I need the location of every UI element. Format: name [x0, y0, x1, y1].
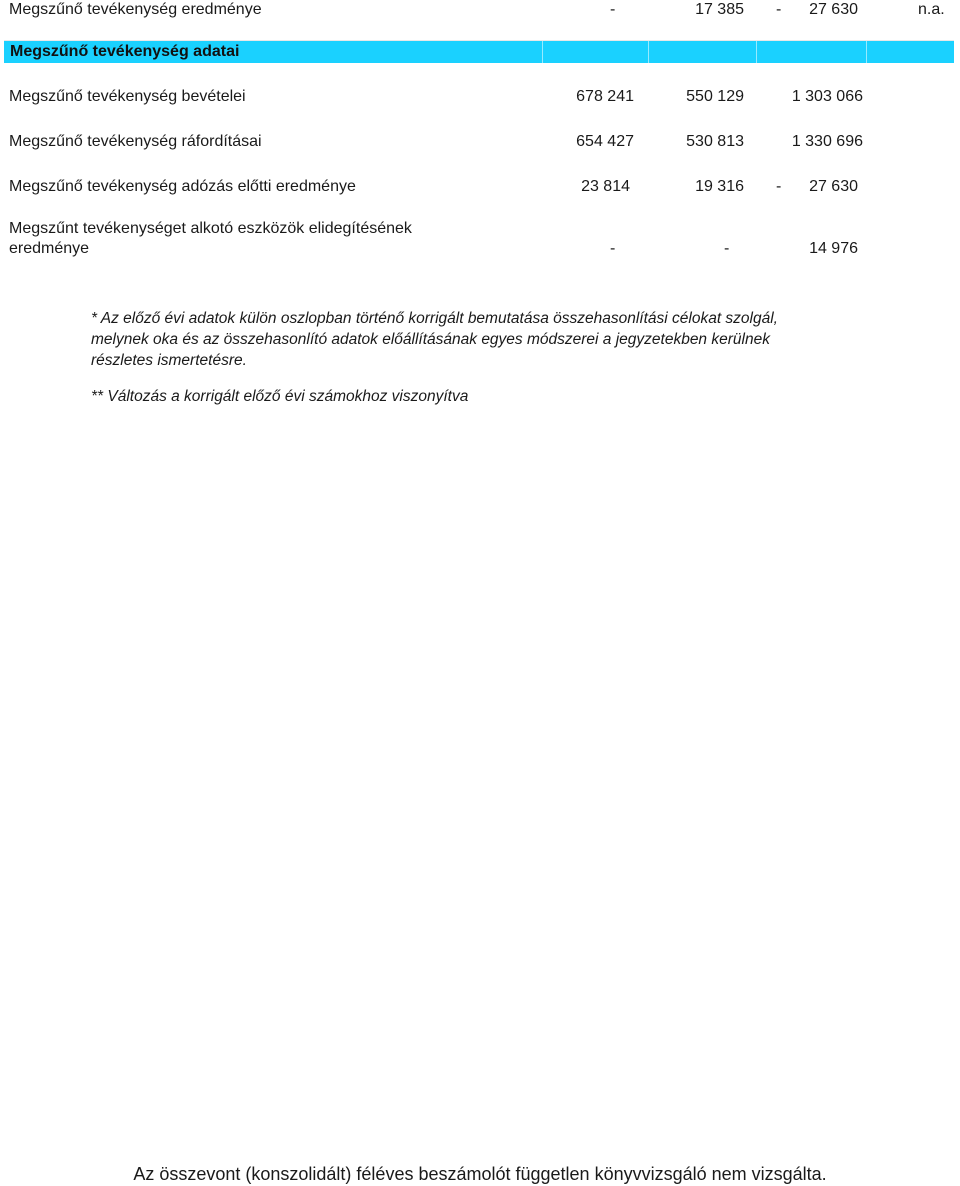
top-row-change: n.a. — [918, 1, 945, 18]
top-row-label: Megszűnő tevékenység eredménye — [9, 1, 262, 18]
row-value-c1: 23 814 — [581, 178, 630, 195]
band-separator — [866, 41, 867, 63]
row-value-c2: - — [724, 240, 730, 257]
note-line: * Az előző évi adatok külön oszlopban történő korrigált bemutatása összehasonlítási célokat szolgál, — [91, 310, 778, 327]
row-value-c3: 14 976 — [809, 240, 858, 257]
row-value-c3: 1 303 066 — [791, 88, 863, 105]
row-label-line1: Megszűnt tevékenységet alkotó eszközök elidegítésének — [9, 220, 412, 237]
row-value-c3: 27 630 — [809, 178, 858, 195]
row-value-c1: 678 241 — [576, 88, 634, 105]
section-title: Megszűnő tevékenység adatai — [10, 43, 240, 60]
row-value-c1: - — [610, 240, 616, 257]
row-value-c2: 530 813 — [686, 133, 744, 150]
row-value-c3-dash: - — [776, 178, 782, 195]
note-line: melynek oka és az összehasonlító adatok előállításának egyes módszerei a jegyzetekben kerülnek — [91, 331, 770, 348]
note-line: részletes ismertetésre. — [91, 352, 247, 369]
top-row-v2: 27 630 — [809, 1, 858, 18]
note-line: ** Változás a korrigált előző évi számokhoz viszonyítva — [91, 388, 469, 405]
row-value-c1: 654 427 — [576, 133, 634, 150]
section-header-band — [4, 40, 954, 63]
top-row-v1: 17 385 — [695, 1, 744, 18]
band-separator — [542, 41, 543, 63]
row-value-c3: 1 330 696 — [791, 133, 863, 150]
row-label: Megszűnő tevékenység ráfordításai — [9, 133, 262, 150]
band-separator — [648, 41, 649, 63]
row-label-line2: eredménye — [9, 240, 90, 257]
row-value-c2: 19 316 — [695, 178, 744, 195]
row-label: Megszűnő tevékenység adózás előtti eredménye — [9, 178, 356, 195]
row-value-c2: 550 129 — [686, 88, 744, 105]
row-label: Megszűnő tevékenység bevételei — [9, 88, 246, 105]
footer-disclaimer: Az összevont (konszolidált) féléves beszámolót független könyvvizsgáló nem vizsgálta. — [133, 1164, 827, 1184]
band-separator — [756, 41, 757, 63]
top-row-v1-dash: - — [610, 1, 616, 18]
top-row-v2-dash: - — [776, 1, 782, 18]
